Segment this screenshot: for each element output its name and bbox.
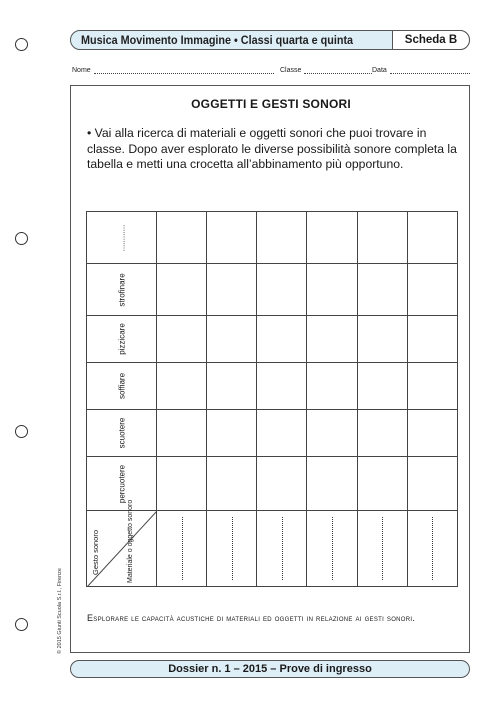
objective-note: Esplorare le capacità acustiche di materiali ed oggetti in relazione ai gesti sonori.	[87, 613, 416, 623]
gesture-label-cell	[87, 410, 157, 457]
gesture-label: percuotere	[117, 464, 126, 503]
instructions-text: • Vai alla ricerca di materiali e oggetti sonori che puoi trovare in classe. Dopo aver esplorato le diverse possibilità sonore completa la tabella e metti una crocetta all’abbinamento più opportuno.	[87, 126, 457, 171]
material-cell[interactable]	[407, 511, 457, 587]
material-blank	[282, 517, 283, 580]
material-blank	[382, 517, 383, 580]
worksheet-frame	[70, 85, 470, 653]
answer-cell[interactable]	[307, 264, 357, 316]
corner-label-gesture: Gesto sonoro	[91, 529, 100, 575]
answer-cell[interactable]	[257, 457, 307, 511]
answer-cell[interactable]	[207, 363, 257, 410]
material-cell[interactable]	[207, 511, 257, 587]
answer-cell[interactable]	[357, 264, 407, 316]
header-bar	[70, 30, 470, 50]
gesture-label-cell	[87, 316, 157, 363]
gesture-label-cell	[87, 363, 157, 410]
answer-cell[interactable]	[207, 264, 257, 316]
material-row	[87, 511, 458, 587]
class-field[interactable]	[280, 66, 372, 74]
gesture-label: scuotere	[117, 417, 126, 449]
footer-bar	[70, 660, 470, 678]
material-cell[interactable]	[307, 511, 357, 587]
material-blank	[432, 517, 433, 580]
gesture-row	[87, 264, 458, 316]
answer-cell[interactable]	[257, 363, 307, 410]
corner-cell	[87, 499, 157, 587]
answer-cell[interactable]	[307, 212, 357, 264]
answer-cell[interactable]	[257, 212, 307, 264]
gesture-label: ............	[117, 224, 126, 251]
material-blank	[332, 517, 333, 580]
answer-cell[interactable]	[157, 410, 207, 457]
answer-cell[interactable]	[257, 316, 307, 363]
date-field[interactable]	[372, 66, 470, 74]
gesture-row	[87, 457, 458, 511]
gesture-label: soffiare	[117, 372, 126, 400]
binder-hole-1	[15, 38, 28, 51]
answer-cell[interactable]	[357, 316, 407, 363]
answer-cell[interactable]	[157, 363, 207, 410]
footer-text: Dossier n. 1 – 2015 – Prove di ingresso	[168, 663, 372, 675]
answer-cell[interactable]	[157, 457, 207, 511]
answer-cell[interactable]	[407, 264, 457, 316]
date-label: Data	[372, 67, 387, 74]
material-cell[interactable]	[357, 511, 407, 587]
answer-cell[interactable]	[407, 410, 457, 457]
answer-cell[interactable]	[207, 212, 257, 264]
binder-hole-3	[15, 425, 28, 438]
answer-cell[interactable]	[157, 212, 207, 264]
student-fields	[72, 66, 470, 78]
answer-cell[interactable]	[357, 363, 407, 410]
answer-cell[interactable]	[307, 457, 357, 511]
sound-table	[86, 211, 458, 587]
gesture-label-cell	[87, 212, 157, 264]
header-title: Musica Movimento Immagine • Classi quarta e quinta	[81, 33, 354, 47]
gesture-label-cell	[87, 457, 157, 511]
answer-cell[interactable]	[157, 264, 207, 316]
answer-cell[interactable]	[407, 212, 457, 264]
gesture-label: pizzicare	[117, 323, 126, 355]
gesture-row	[87, 316, 458, 363]
answer-cell[interactable]	[157, 316, 207, 363]
material-blank	[182, 517, 183, 580]
gesture-row	[87, 410, 458, 457]
answer-cell[interactable]	[207, 410, 257, 457]
material-blank	[232, 517, 233, 580]
date-blank[interactable]	[390, 66, 470, 74]
answer-cell[interactable]	[357, 457, 407, 511]
answer-cell[interactable]	[207, 316, 257, 363]
class-label: Classe	[280, 67, 302, 74]
answer-cell[interactable]	[357, 410, 407, 457]
name-blank[interactable]	[94, 66, 274, 74]
copyright-text: © 2015 Giunti Scuola S.r.l., Firenze	[57, 568, 63, 654]
answer-cell[interactable]	[207, 457, 257, 511]
gesture-row	[87, 212, 458, 264]
corner-label-material: Materiale o oggetto sonoro	[127, 499, 134, 583]
gesture-label-cell	[87, 264, 157, 316]
binder-hole-2	[15, 232, 28, 245]
answer-cell[interactable]	[407, 457, 457, 511]
name-label: Nome	[72, 67, 91, 74]
answer-cell[interactable]	[307, 363, 357, 410]
worksheet-title: OGGETTI E GESTI SONORI	[191, 97, 351, 111]
answer-cell[interactable]	[407, 316, 457, 363]
answer-cell[interactable]	[407, 363, 457, 410]
answer-cell[interactable]	[307, 316, 357, 363]
answer-cell[interactable]	[357, 212, 407, 264]
answer-cell[interactable]	[257, 410, 307, 457]
class-blank[interactable]	[304, 66, 372, 74]
material-cell[interactable]	[257, 511, 307, 587]
name-field[interactable]	[72, 66, 274, 74]
material-cell[interactable]	[157, 511, 207, 587]
scheda-label: Scheda B	[392, 30, 470, 50]
gesture-label: strofinare	[117, 272, 126, 307]
binder-hole-4	[15, 618, 28, 631]
answer-cell[interactable]	[257, 264, 307, 316]
gesture-row	[87, 363, 458, 410]
answer-cell[interactable]	[307, 410, 357, 457]
